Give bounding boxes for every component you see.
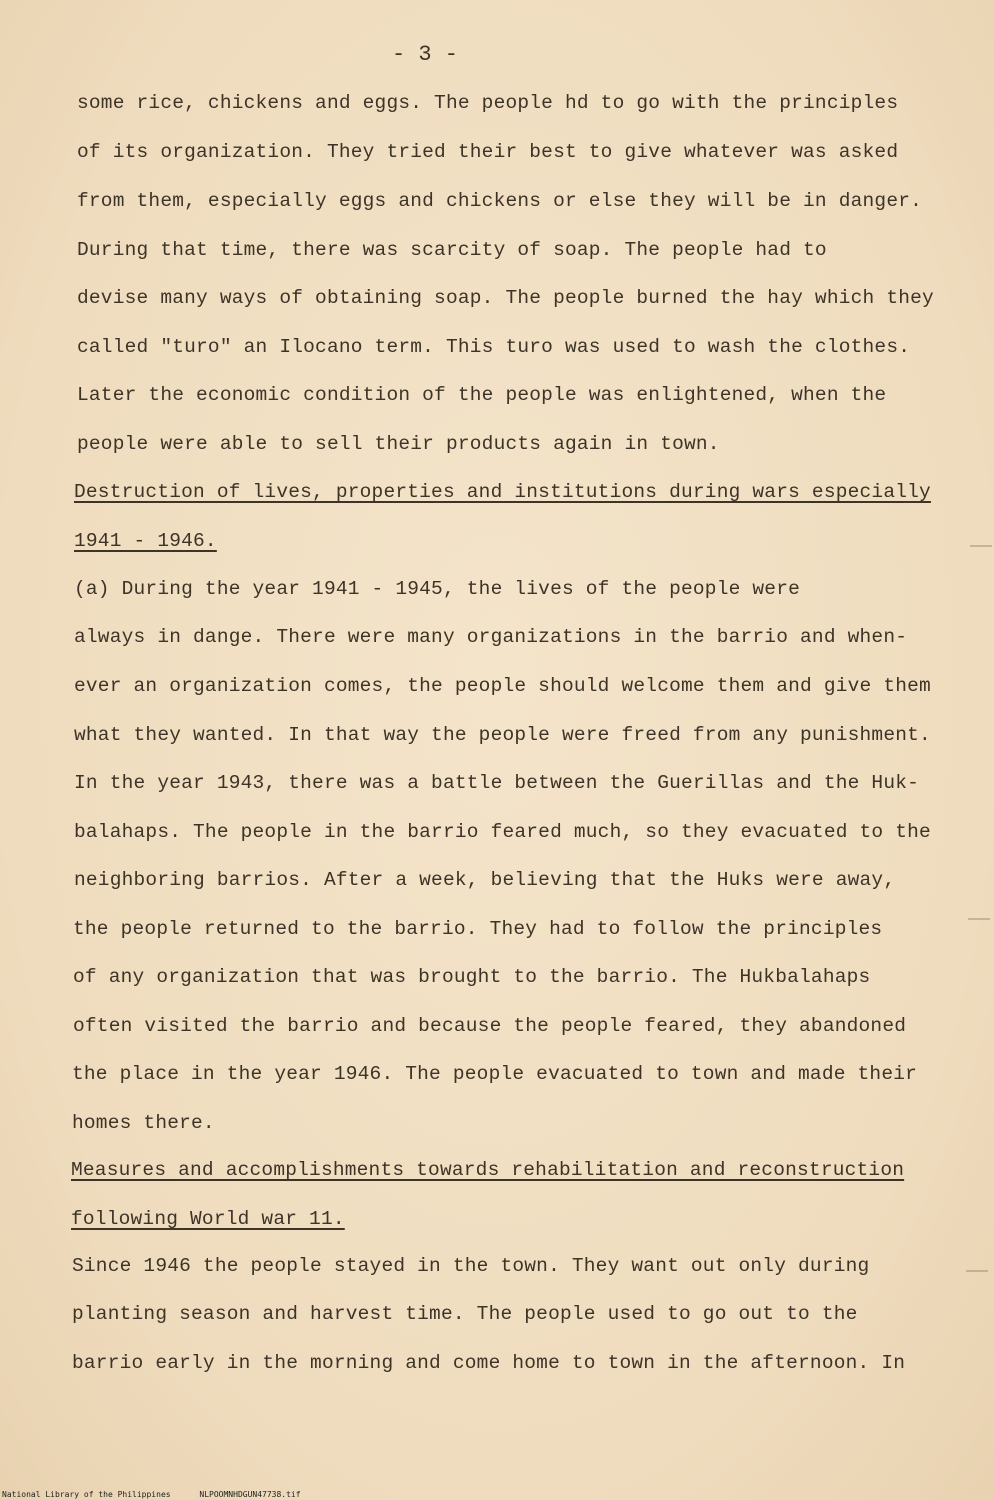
text-line: the people returned to the barrio. They had to follow the principles: [73, 918, 883, 940]
text-line: from them, especially eggs and chickens or else they will be in danger.: [77, 190, 923, 212]
paper-mark: [970, 545, 992, 547]
text-line: called "turo" an Ilocano term. This turo was used to wash the clothes.: [77, 336, 911, 358]
text-line: Later the economic condition of the people was enlightened, when the: [77, 384, 887, 406]
text-line: In the year 1943, there was a battle between the Guerillas and the Huk-: [74, 772, 920, 794]
paper-mark: [966, 1270, 988, 1272]
text-line: Since 1946 the people stayed in the town. They want out only during: [72, 1255, 870, 1277]
text-line: ever an organization comes, the people should welcome them and give them: [74, 675, 931, 697]
text-line: often visited the barrio and because the people feared, they abandoned: [73, 1015, 907, 1037]
text-line: of its organization. They tried their best to give whatever was asked: [77, 141, 899, 163]
paper-mark: [968, 918, 990, 920]
text-line: some rice, chickens and eggs. The people hd to go with the principles: [77, 92, 899, 114]
section-heading: 1941 - 1946.: [74, 530, 217, 552]
text-line: (a) During the year 1941 - 1945, the lives of the people were: [74, 578, 801, 600]
text-line: balahaps. The people in the barrio feared much, so they evacuated to the: [74, 821, 931, 843]
section-heading: following World war 11.: [71, 1208, 345, 1230]
text-line: During that time, there was scarcity of soap. The people had to: [77, 239, 827, 261]
file-name: NLPOOMNHDGUN47738.tif: [199, 1490, 301, 1499]
text-line: the place in the year 1946. The people evacuated to town and made their: [72, 1063, 918, 1085]
text-line: always in dange. There were many organizations in the barrio and when-: [74, 626, 908, 648]
section-heading: Destruction of lives, properties and institutions during wars especially: [74, 481, 931, 503]
text-line: people were able to sell their products again in town.: [77, 433, 720, 455]
text-line: barrio early in the morning and come home to town in the afternoon. In: [72, 1352, 906, 1374]
text-line: what they wanted. In that way the people were freed from any punishment.: [74, 724, 931, 746]
page-number: - 3 -: [391, 42, 458, 67]
scan-footer: [2, 1490, 325, 1499]
text-line: of any organization that was brought to the barrio. The Hukbalahaps: [73, 966, 871, 988]
text-line: homes there.: [72, 1112, 215, 1134]
text-line: neighboring barrios. After a week, believing that the Huks were away,: [74, 869, 896, 891]
section-heading: Measures and accomplishments towards rehabilitation and reconstruction: [71, 1159, 905, 1181]
text-line: planting season and harvest time. The people used to go out to the: [72, 1303, 858, 1325]
text-line: devise many ways of obtaining soap. The people burned the hay which they: [77, 287, 934, 309]
library-credit: National Library of the Philippines: [2, 1490, 171, 1499]
